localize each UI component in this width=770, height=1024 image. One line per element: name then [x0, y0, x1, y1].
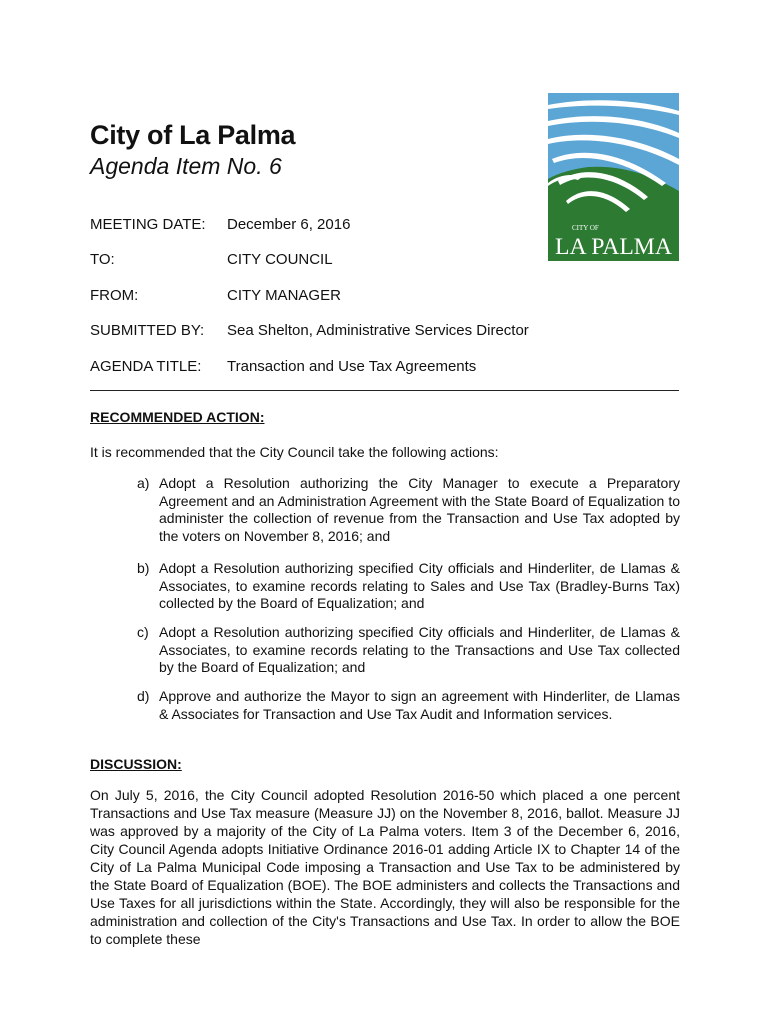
city-logo — [548, 93, 679, 261]
recommended-item-d — [137, 688, 680, 723]
agenda-item-subtitle: Agenda Item No. 6 — [90, 153, 282, 179]
meta-value: December 6, 2016 — [227, 216, 351, 233]
horizontal-divider — [90, 390, 679, 391]
recommended-item-a — [137, 475, 680, 545]
city-logo-graphic — [548, 93, 679, 261]
recommended-item-c — [137, 624, 680, 677]
item-text: Adopt a Resolution authorizing specified City officials and Hinderliter, de Llamas & Associates, to examine records relating to the Transactions and Use Tax collected by the Board of Equalization; and — [159, 624, 680, 675]
meta-value: Transaction and Use Tax Agreements — [227, 358, 477, 375]
item-marker: a) — [137, 475, 150, 491]
logo-name-text: LA PALMA — [555, 234, 673, 259]
meta-value: Sea Shelton, Administrative Services Director — [227, 322, 529, 339]
page-title: City of La Palma — [90, 120, 296, 150]
meta-value: CITY COUNCIL — [227, 251, 333, 268]
discussion-paragraph: On July 5, 2016, the City Council adopted Resolution 2016-50 which placed a one percent Transactions and Use Tax measure (Measure JJ) on the November 8, 2016, ballot. Measure JJ was approved by a majority of the City of La Palma voters. Item 3 of the December 6, 2016, City Council Agenda adopts Initiative Ordinance 2016-01 adding Article IX to Chapter 14 of the City of La Palma Municipal Code imposing a Transaction and Use Tax to be administered by the State Board of Equalization (BOE). The BOE administers and collects the Transactions and Use Taxes for all jurisdictions within the State. Accordingly, they will also be responsible for the administration and collection of the City's Transactions and Use Tax. In order to allow the BOE to complete these — [90, 787, 680, 947]
logo-small-text: CITY OF — [572, 224, 599, 232]
recommended-intro: It is recommended that the City Council take the following actions: — [90, 444, 499, 460]
item-marker: c) — [137, 624, 149, 640]
item-marker: b) — [137, 560, 150, 576]
meta-label: FROM: — [90, 287, 139, 304]
recommended-action-heading: RECOMMENDED ACTION: — [90, 409, 265, 425]
item-text: Adopt a Resolution authorizing the City Manager to execute a Preparatory Agreement and an Administration Agreement with the State Board of Equalization to administer the collection of revenue from the Transaction and Use Tax adopted by the voters on November 8, 2016; and — [159, 475, 680, 544]
recommended-action-heading-text: RECOMMENDED ACTION — [90, 409, 260, 425]
discussion-heading: DISCUSSION: — [90, 756, 182, 772]
recommended-item-b — [137, 560, 680, 613]
meta-label: TO: — [90, 251, 115, 268]
item-text: Adopt a Resolution authorizing specified City officials and Hinderliter, de Llamas & Associates, to examine records relating to Sales and Use Tax (Bradley-Burns Tax) collected by the Board of Equalization; and — [159, 560, 680, 611]
meta-label: MEETING DATE: — [90, 216, 206, 233]
meta-value: CITY MANAGER — [227, 287, 341, 304]
item-marker: d) — [137, 688, 150, 704]
meta-label: AGENDA TITLE: — [90, 358, 202, 375]
meta-label: SUBMITTED BY: — [90, 322, 205, 339]
item-text: Approve and authorize the Mayor to sign an agreement with Hinderliter, de Llamas & Associates for Transaction and Use Tax Audit and Information services. — [159, 688, 680, 722]
